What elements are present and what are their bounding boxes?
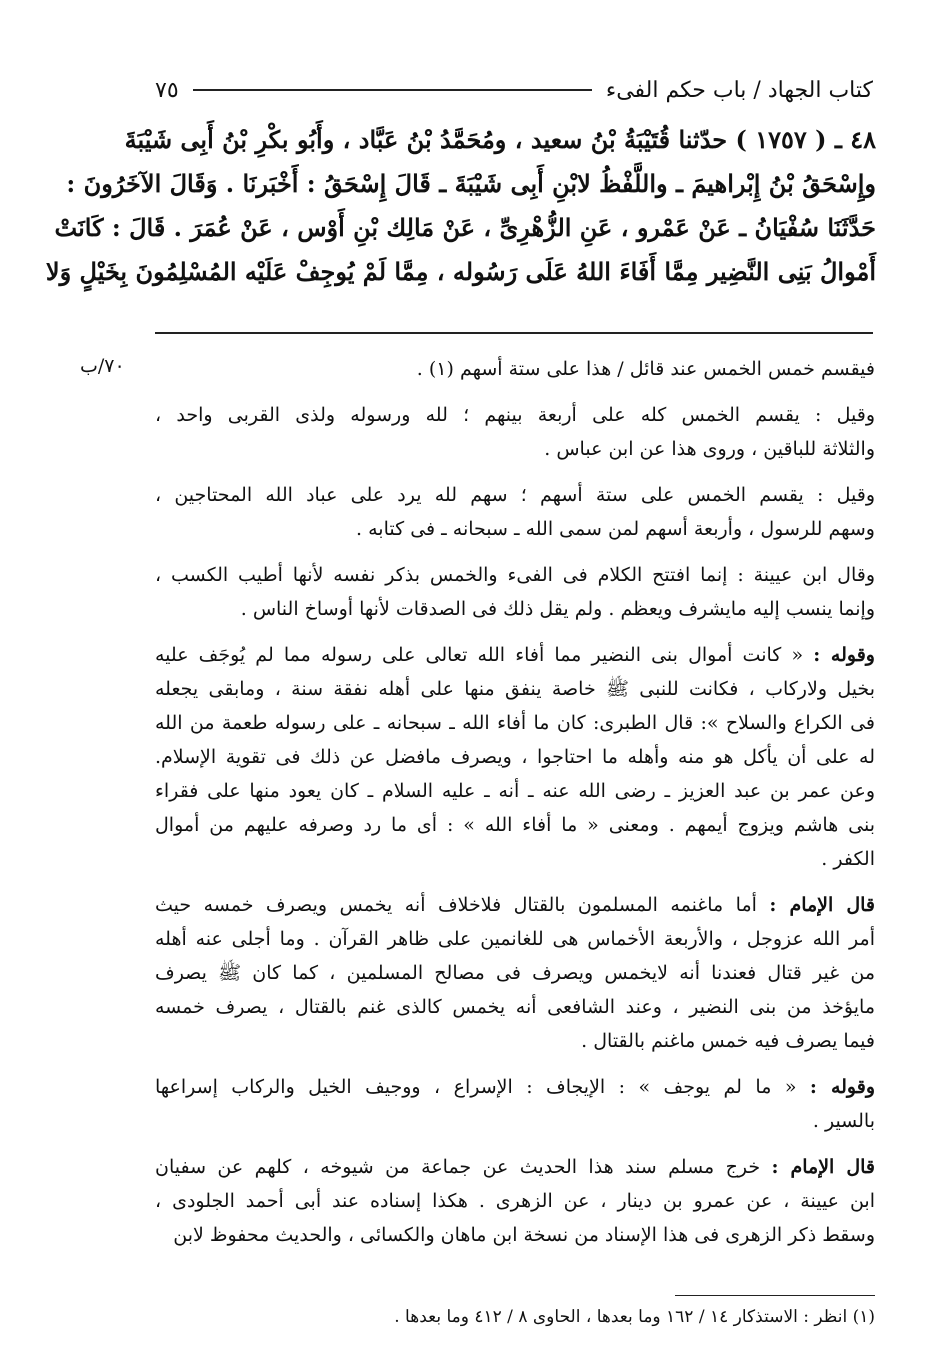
commentary-body: [155, 352, 875, 1264]
commentary-line: والثلاثة للباقين ، وروى هذا عن ابن عباس .: [544, 438, 875, 460]
footnote-rule: [675, 1295, 875, 1296]
paragraph-lead: قال الإمام :: [769, 894, 876, 916]
commentary-paragraph: [155, 1070, 875, 1138]
commentary-line: بنى هاشم ويزوج أيمهم . ومعنى « ما أفاء الله » : أى ما رد وصرفه عليهم من أموال: [155, 814, 875, 836]
line-text: خرج مسلم سند هذا الحديث عن جماعة من شيوخه ، كلهم عن سفيان: [155, 1156, 761, 1178]
commentary-paragraph: [155, 478, 875, 546]
commentary-paragraph: [155, 398, 875, 466]
paragraph-lead: وقوله :: [813, 644, 875, 666]
paragraph-lead: قال الإمام :: [771, 1156, 875, 1178]
commentary-line: وإنما ينسب إليه مايشرف ويعظم . ولم يقل ذلك فى الصدقات لأنها أوساخ الناس .: [240, 598, 875, 620]
line-text: « كانت أموال بنى النضير مما أفاء الله تعالى على رسوله مما لم يُوجَف عليه: [155, 644, 804, 666]
commentary-line: ابن عيينة ، عن عمرو بن دينار ، عن الزهرى . هكذا إسناده عند أبى أحمد الجلودى ،: [155, 1190, 875, 1212]
commentary-line: وقال ابن عيينة : إنما افتتح الكلام فى الفىء والخمس بذكر نفسه لأنها أطيب الكسب ،: [155, 564, 875, 586]
commentary-line: فيما يصرف فيه خمس ماغنم بالقتال .: [581, 1030, 875, 1052]
hadith-line: حَدَّثَنَا سُفْيَانُ ـ عَنْ عَمْرو ، عَنِ الزُّهْرِىِّ ، عَنْ مَالِك بْنِ أَوْس ، عَنْ عُمَرَ . قَالَ : كَانَتْ: [54, 213, 876, 242]
header-rule: [193, 89, 592, 91]
footnote: (١) انظر : الاستذكار ١٤ / ١٦٢ وما بعدها ، الحاوى ٨ / ٤١٢ وما بعدها .: [394, 1307, 875, 1327]
commentary-line: بخيل ولاركاب ، فكانت للنبى ﷺ خاصة ينفق منها على أهله نفقة سنة ، ومابقى يجعله: [155, 678, 875, 700]
commentary-line: أمر الله عزوجل ، والأربعة الأخماس هى للغانمين على ظاهر القرآن . وما أجلى عنه أهله: [155, 928, 875, 950]
commentary-line: فى الكراع والسلاح »: قال الطبرى: كان ما أفاء الله ـ سبحانه ـ على رسوله طعمة من الله: [155, 712, 875, 734]
commentary-line: [155, 1150, 875, 1184]
commentary-line: من غير قتال فعندنا أنه لايخمس ويصرف فى مصالح المسلمين ، كما كان ﷺ يصرف: [155, 962, 875, 984]
hadith-divider: [155, 332, 873, 334]
commentary-line: [155, 1070, 875, 1104]
commentary-line: وقيل : يقسم الخمس كله على أربعة بينهم ؛ لله ورسوله ولذى القربى واحد ،: [155, 404, 875, 426]
commentary-paragraph: [155, 558, 875, 626]
hadith-line: أَمْوالُ بَنِى النَّضِير مِمَّا أَفَاءَ اللهُ عَلَى رَسُوله ، مِمَّا لَمْ يُوجِفْ عَلَيْه المُسْلِمُونَ بِخَيْلٍ وَلا: [45, 257, 876, 286]
commentary-paragraph: [155, 1150, 875, 1252]
commentary-paragraph: [155, 352, 875, 386]
chapter-title: كتاب الجهاد / باب حكم الفىء: [605, 77, 873, 103]
commentary-line: له على أن يأكل هو منه وأهله ما احتاجوا ، ويصرف مافضل عن ذلك فى تقوية الإسلام.: [155, 746, 875, 768]
hadith-line: ٤٨ ـ ( ١٧٥٧ ) حدّثنا قُتَيْبَةُ بْنُ سعيد ، ومُحَمَّدُ بْنُ عَبَّاد ، وأَبُو بكْرِ بْنُ أَبِى شَيْبَةَ: [124, 125, 876, 154]
commentary-line: فيقسم خمس الخمس عند قائل / هذا على ستة أسهم (١) .: [416, 358, 875, 380]
running-header: [155, 72, 873, 108]
commentary-line: مايؤخذ من بنى النضير ، وعند الشافعى أنه يخمس كالذى غنم بالقتال ، يصرف خمسه: [155, 996, 875, 1018]
commentary-line: [155, 638, 875, 672]
commentary-line: وعن عمر بن عبد العزيز ـ رضى الله عنه ـ أنه ـ عليه السلام ـ كان يعود منها على فقراء: [155, 780, 875, 802]
hadith-line: وإِسْحَقُ بْنُ إِبْراهيمَ ـ واللَّفْظُ لابْنِ أَبِى شَيْبَةَ ـ قَالَ إِسْحَقُ : أَخْبَرنَا . وَقَالَ الآخَرُونَ :: [66, 169, 876, 198]
manuscript-folio-note: ٧٠/ب: [80, 355, 125, 377]
page-number: ٧٥: [155, 77, 179, 103]
paragraph-lead: وقوله :: [809, 1076, 875, 1098]
commentary-line: وقيل : يقسم الخمس على ستة أسهم ؛ سهم لله يرد على عباد الله المحتاجين ،: [155, 484, 875, 506]
commentary-paragraph: [155, 638, 875, 876]
commentary-line: بالسير .: [812, 1110, 875, 1132]
hadith-text: [45, 118, 876, 294]
commentary-line: وسهم للرسول ، وأربعة أسهم لمن سمى الله ـ سبحانه ـ فى كتابه .: [356, 518, 875, 540]
commentary-line: [155, 888, 875, 922]
commentary-line: وسقط ذكر الزهرى فى هذا الإسناد من نسخة ابن ماهان والكسائى ، والحديث محفوظ لابن: [173, 1224, 875, 1246]
line-text: « ما لم يوجف » : الإيجاف : الإسراع ، ووجيف الخيل والركاب إسراعها: [155, 1076, 797, 1098]
commentary-paragraph: [155, 888, 875, 1058]
commentary-line: الكفر .: [821, 848, 875, 870]
line-text: أما ماغنمه المسلمون بالقتال فلاخلاف أنه يخمس ويصرف خمسه حيث: [155, 894, 757, 916]
